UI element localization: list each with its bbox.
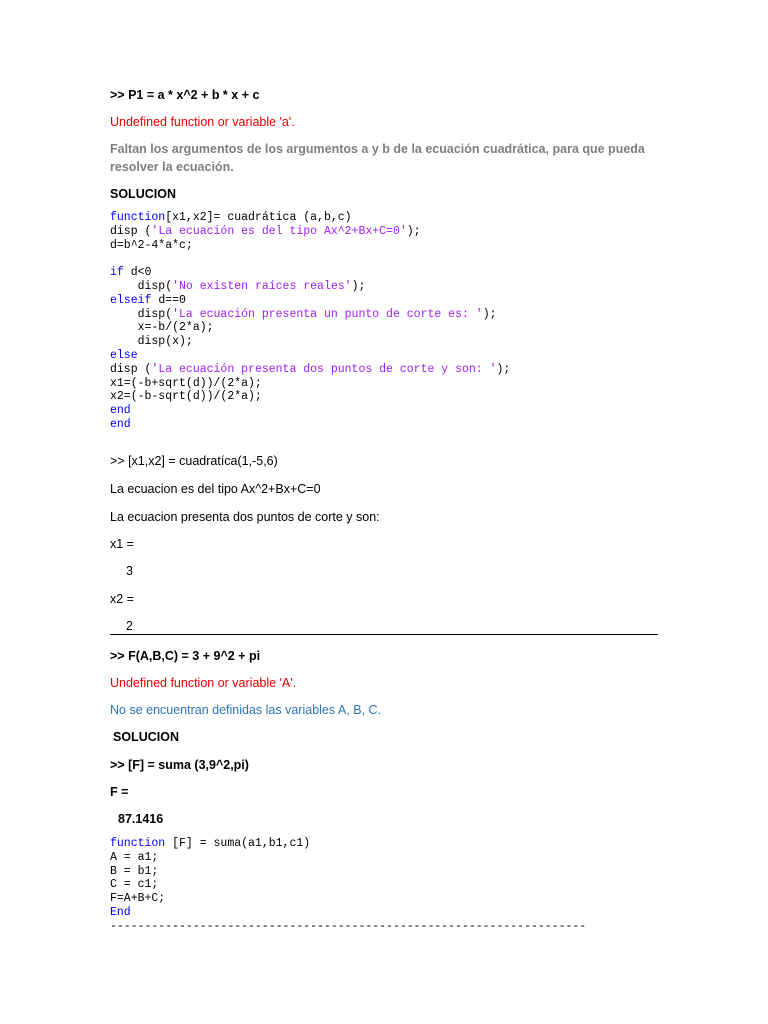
code-text: ); <box>406 224 421 238</box>
code-line <box>110 321 214 334</box>
code-line <box>110 225 421 238</box>
code-text: C = c1; <box>110 878 159 892</box>
code-string: 'La ecuación es del tipo Ax^2+Bx+C=0' <box>151 224 407 238</box>
section-divider <box>110 634 658 635</box>
code-line <box>110 837 310 850</box>
code-text: F=A+B+C; <box>110 892 166 906</box>
code-text: disp ( <box>110 224 152 238</box>
code-line <box>110 404 131 417</box>
code-text: --------------------------------------------------------------------- <box>110 919 587 933</box>
call-suma: >> [F] = suma (3,9^2,pi) <box>110 758 249 772</box>
p2-error: Undefined function or variable 'A'. <box>110 676 297 690</box>
code-keyword: if <box>110 266 124 280</box>
code-string: 'No existen raíces reales' <box>172 279 352 293</box>
call-cuadratica: >> [x1,x2] = cuadratíca(1,-5,6) <box>110 454 278 468</box>
solucion-heading-1: SOLUCION <box>110 187 176 201</box>
p2-command: >> F(A,B,C) = 3 + 9^2 + pi <box>110 649 261 663</box>
output-dos-puntos: La ecuacion presenta dos puntos de corte y son: <box>110 510 380 524</box>
solucion-heading-2: SOLUCION <box>113 730 179 744</box>
x2-label: x2 = <box>110 592 134 606</box>
code-keyword: else <box>110 348 138 362</box>
p1-note-line-1: Faltan los argumentos de los argumentos a y b de la ecuación cuadrática, para que pueda <box>110 142 645 156</box>
code-keyword: end <box>110 417 131 431</box>
code-text: ); <box>496 362 511 376</box>
code-keyword: End <box>110 905 131 919</box>
code-text: ); <box>482 307 497 321</box>
code-line <box>110 851 158 864</box>
p1-command: >> P1 = a * x^2 + b * x + c <box>110 88 260 102</box>
code-line <box>110 363 510 376</box>
code-text: x1=(-b+sqrt(d))/(2*a); <box>110 376 262 390</box>
code-line <box>110 390 262 403</box>
p1-error: Undefined function or variable 'a'. <box>110 115 295 129</box>
code-line <box>110 211 352 224</box>
code-line <box>110 280 365 293</box>
f-label: F = <box>110 785 129 799</box>
code-line <box>110 418 131 431</box>
code-text: disp( <box>110 279 173 293</box>
p2-note: No se encuentran definidas las variables A, B, C. <box>110 703 381 717</box>
code-text: [F] = suma(a1,b1,c1) <box>165 837 311 850</box>
code-line <box>110 308 497 321</box>
code-line <box>110 335 193 348</box>
p1-note-line-2: resolver la ecuación. <box>110 160 234 174</box>
code-keyword: elseif <box>110 293 152 307</box>
output-tipo: La ecuacion es del tipo Ax^2+Bx+C=0 <box>110 482 321 496</box>
code-line <box>110 892 165 905</box>
code-string: 'La ecuación presenta dos puntos de corte y son: ' <box>151 362 497 376</box>
code-line <box>110 294 186 307</box>
code-keyword: function <box>110 211 166 224</box>
code-keyword: function <box>110 837 166 850</box>
x2-value: 2 <box>126 619 133 633</box>
code-line <box>110 239 193 252</box>
code-line <box>110 906 131 919</box>
code-text: disp(x); <box>110 335 193 349</box>
code-text: d<0 <box>123 266 152 280</box>
x1-label: x1 = <box>110 537 134 551</box>
code-text: [x1,x2]= cuadrática (a,b,c) <box>165 211 352 224</box>
code-line <box>110 377 262 390</box>
code-text: B = b1; <box>110 864 159 878</box>
code-block-suma <box>110 837 586 934</box>
code-text: x2=(-b-sqrt(d))/(2*a); <box>110 390 262 404</box>
code-line <box>110 920 586 933</box>
code-string: 'La ecuación presenta un punto de corte es: ' <box>172 307 483 321</box>
code-text: ); <box>351 279 366 293</box>
code-line <box>110 266 151 279</box>
code-line <box>110 865 158 878</box>
f-value: 87.1416 <box>118 812 164 826</box>
code-line <box>110 878 158 891</box>
code-text: A = a1; <box>110 850 159 864</box>
code-text: x=-b/(2*a); <box>110 321 214 335</box>
code-text: d=b^2-4*a*c; <box>110 238 193 252</box>
code-keyword: end <box>110 404 131 418</box>
code-text: disp( <box>110 307 173 321</box>
code-line <box>110 349 138 362</box>
code-block-cuadratica <box>110 211 510 432</box>
x1-value: 3 <box>126 564 133 578</box>
code-text: d==0 <box>151 293 186 307</box>
code-text: disp ( <box>110 362 152 376</box>
